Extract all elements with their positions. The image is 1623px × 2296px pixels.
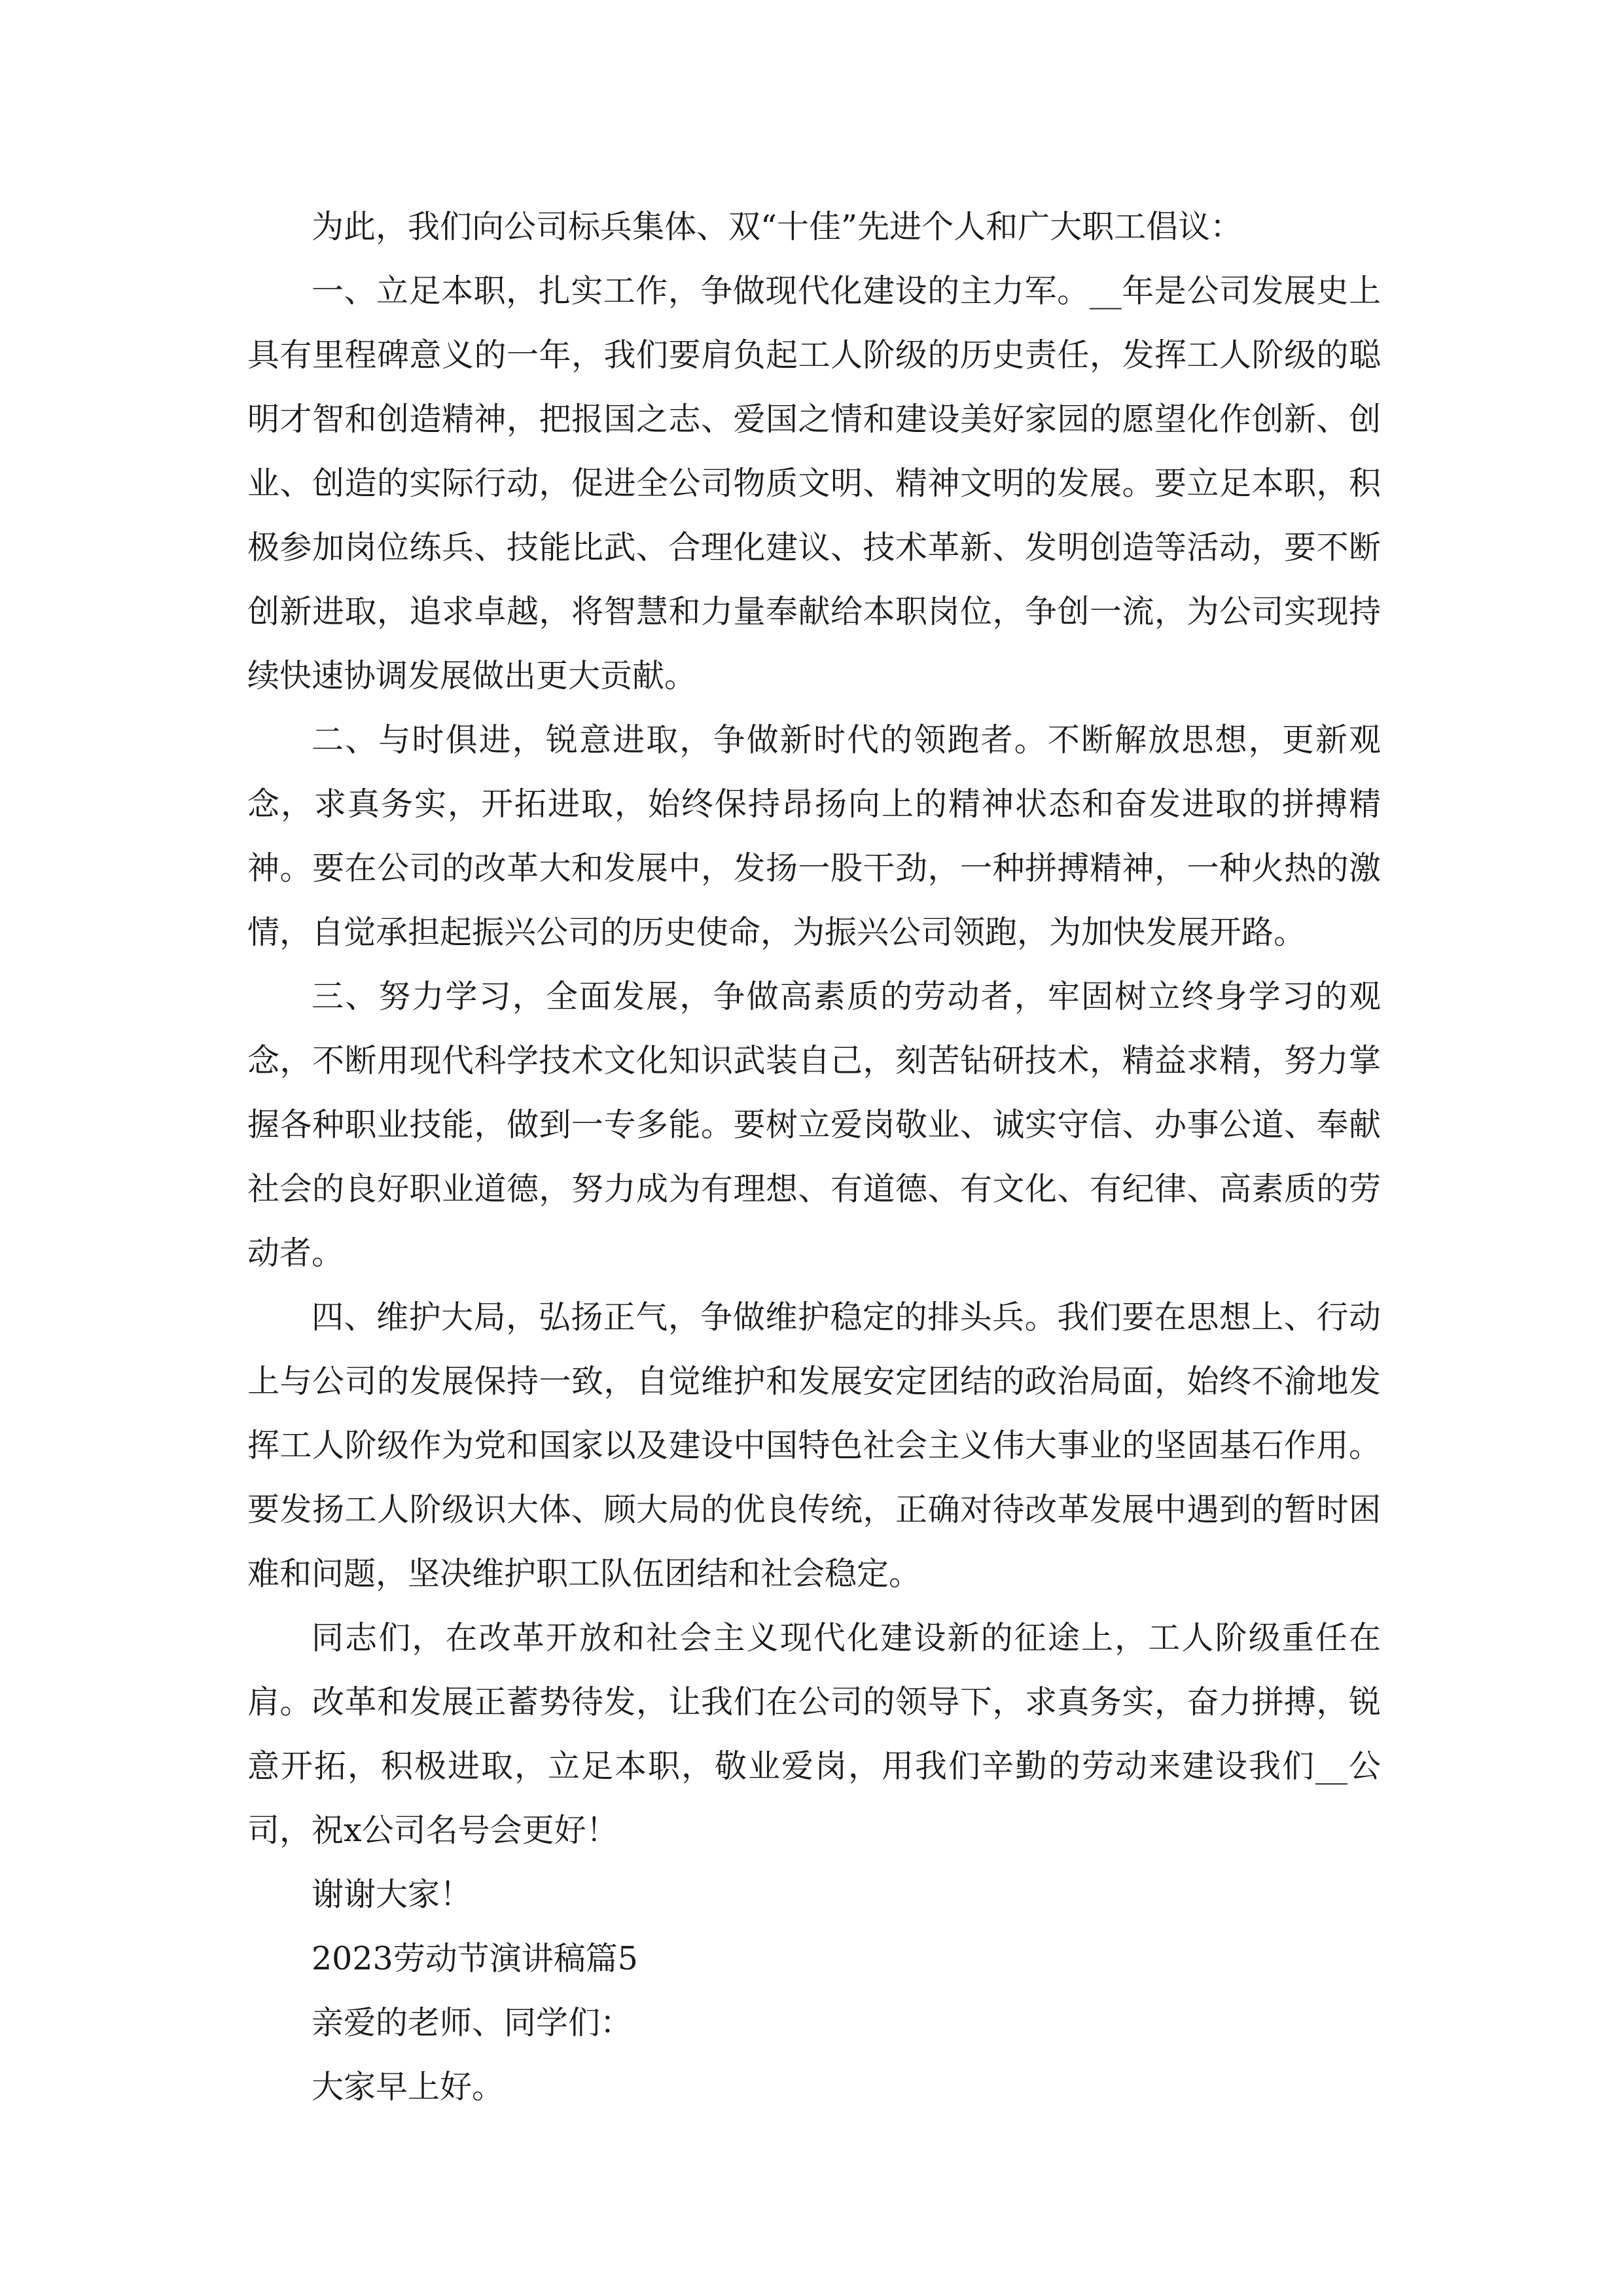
document-body [247,195,1381,2119]
paragraph-point-two: 二、与时俱进，锐意进取，争做新时代的领跑者。不断解放思想，更新观念，求真务实，开拓进取，始终保持昂扬向上的精神状态和奋发进取的拼搏精神。要在公司的改革大和发展中，发扬一股干劲，一种拼搏精神，一种火热的激情，自觉承担起振兴公司的历史使命，为振兴公司领跑，为加快发展开路。 [247,721,1381,951]
paragraph-closing: 同志们，在改革开放和社会主义现代化建设新的征途上，工人阶级重任在肩。改革和发展正蓄势待发，让我们在公司的领导下，求真务实，奋力拼搏，锐意开拓，积极进取，立足本职，敬业爱岗，用我们辛勤的劳动来建设我们__公司，祝x公司名号会更好！ [247,1619,1381,1849]
paragraph-point-four: 四、维护大局，弘扬正气，争做维护稳定的排头兵。我们要在思想上、行动上与公司的发展保持一致，自觉维护和发展安定团结的政治局面，始终不渝地发挥工人阶级作为党和国家以及建设中国特色社会主义伟大事业的坚固基石作用。要发扬工人阶级识大体、顾大局的优良传统，正确对待改革发展中遇到的暂时困难和问题，坚决维护职工队伍团结和社会稳定。 [247,1299,1381,1592]
paragraph-thanks: 谢谢大家！ [312,1876,473,1913]
paragraph-salutation: 亲爱的老师、同学们： [312,2004,633,2041]
paragraph-point-one: 一、立足本职，扎实工作，争做现代化建设的主力军。__年是公司发展史上具有里程碑意义的一年，我们要肩负起工人阶级的历史责任，发挥工人阶级的聪明才智和创造精神，把报国之志、爱国之情和建设美好家园的愿望化作创新、创业、创造的实际行动，促进全公司物质文明、精神文明的发展。要立足本职，积极参加岗位练兵、技能比武、合理化建议、技术革新、发明创造等活动，要不断创新进取，追求卓越，将智慧和力量奉献给本职岗位，争创一流，为公司实现持续快速协调发展做出更大贡献。 [247,272,1381,694]
paragraph-greeting: 大家早上好。 [312,2068,505,2106]
section-heading: 2023劳动节演讲稿篇5 [312,1940,638,1977]
paragraph-point-three: 三、努力学习，全面发展，争做高素质的劳动者，牢固树立终身学习的观念，不断用现代科学技术文化知识武装自己，刻苦钻研技术，精益求精，努力掌握各种职业技能，做到一专多能。要树立爱岗敬业、诚实守信、办事公道、奉献社会的良好职业道德，努力成为有理想、有道德、有文化、有纪律、高素质的劳动者。 [247,978,1381,1272]
paragraph-proposal-intro: 为此，我们向公司标兵集体、双“十佳”先进个人和广大职工倡议： [312,208,1243,245]
